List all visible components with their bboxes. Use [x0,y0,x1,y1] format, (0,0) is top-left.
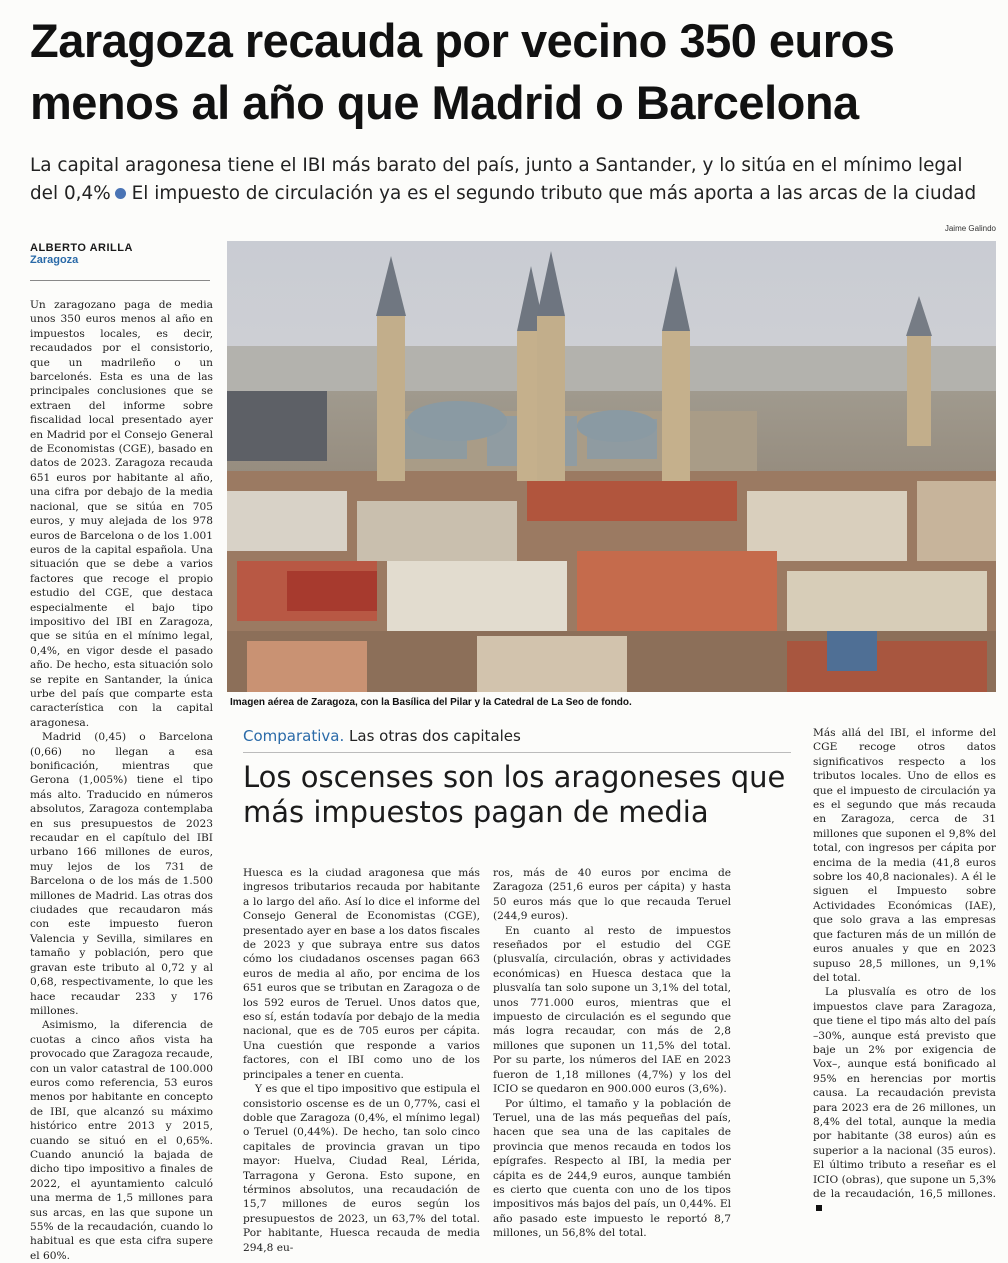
photo-caption: Imagen aérea de Zaragoza, con la Basílica del Pilar y la Catedral de La Seo de fondo. [230,697,632,708]
sidebar-paragraph: ros, más de 40 euros por encima de Zaragoza (251,6 euros per cápita) y hasta 50 euros más que lo que recauda Teruel (244,9 euros). [493,867,731,923]
section-name: Las otras dos capitales [349,727,521,745]
bullet-dot-icon [115,188,126,199]
main-article-column [30,298,213,1263]
article-paragraph [813,985,996,1216]
subhead-part-2: El impuesto de circulación ya es el segundo tributo que más aporta a las arcas de la ciudad [131,183,977,204]
article-paragraph-text: La plusvalía es otro de los impuestos clave para Zaragoza, que tiene el tipo más alto del país –30%, aunque está previsto que baje un 2% por exigencia de Vox–, aunque está bonificado al 95% en herencias por mortis causa. La recaudación prevista para 2023 era de 26 millones, un 8,4% del total, aunque la media por habitante (38 euros) aún es superior a la nacional (35 euros). El último tributo a reseñar es el ICIO (obras), que supone un 5,3% de la recaudación, 16,5 millones. [813,986,996,1200]
article-paragraph: Un zaragozano paga de media unos 350 euros menos al año en impuestos locales, es decir, recaudados por el consistorio, que un madrileño o un barcelonés. Esta es una de las principales conclusiones que se extraen del informe sobre fiscalidad local presentado ayer en Madrid por el Consejo General de Economistas (CGE), basado en datos de 2023. Zaragoza recauda 651 euros por habitante al año, una cifra por debajo de la media nacional, que se sitúa en 705 euros, y muy alejada de los 978 euros de Barcelona o de los 1.001 euros de la capital española. Una situación que se debe a varios factores que recoge el propio estudio del CGE, que destaca especialmente el bajo tipo impositivo del IBI en Zaragoza, que se sitúa en el mínimo legal, 0,4%, en vigor desde el pasado año. De hecho, esta situación solo se repite en Santander, la única urbe del país que comparte esta característica con la capital aragonesa. [30,299,213,729]
sidebar-paragraph: Huesca es la ciudad aragonesa que más ingresos tributarios recauda por habitante a lo largo del año. Así lo dice el informe del Consejo General de Economistas (CGE), presentado ayer en base a los datos fiscales de 2023 y que subraya entre sus datos cómo los ciudadanos oscenses pagan 663 euros de media al año, por encima de los 651 euros que se tributan en Zaragoza o de los 592 euros de Teruel. Unos datos que, eso sí, están todavía por debajo de la media nacional, que es de 705 euros per cápita. Una cuestión que responde a varios factores, con el IBI como uno de los principales a tener en cuenta. [243,867,480,1081]
subheadline [30,152,990,208]
sidebar-column-middle [493,866,731,1241]
aerial-photo [227,241,996,692]
section-label [243,727,521,745]
section-kicker: Comparativa. [243,727,345,745]
byline-author: ALBERTO ARILLA [30,242,133,254]
article-paragraph: Asimismo, la diferencia de cuotas a cinco años vista ha provocado que Zaragoza recaude, con un valor catastral de 100.000 euros como referencia, 53 euros menos por habitante en concepto de IBI, que alcanzó su máximo histórico entre 2013 y 2015, cuando se situó en el 0,65%. Cuando anunció la bajada de dicho tipo impositivo a finales de 2022, el ayuntamiento calculó una merma de 1,5 millones para sus arcas, en las que supone un 55% de la recaudación, cuando lo habitual es que esta cifra supere el 60%. [30,1019,213,1262]
sidebar-paragraph: En cuanto al resto de impuestos reseñados por el estudio del CGE (plusvalía, circulación, obras y actividades económicas) en Huesca destaca que la plusvalía tan solo supone un 3,1% del total, unos 771.000 euros, mientras que el impuesto de circulación es el segundo que más logra recaudar, con más de 2,8 millones que suponen un 11,5% del total. Por su parte, los números del IAE en 2023 fueron de 1,18 millones (4,7%) y los del ICIO se quedaron en 900.000 euros (3,6%). [493,924,731,1096]
byline-location: Zaragoza [30,254,79,266]
sidebar-paragraph: Por último, el tamaño y la población de Teruel, una de las más pequeñas del país, hacen que sea una de las capitales de provincia que menos recauda en todos los epígrafes. Respecto al IBI, la media per cápita es de 244,9 euros, aunque también es cierto que cuenta con uno de los tipos impositivos más bajos del país, un 0,44%. El año pasado este impuesto le reportó 8,7 millones, un 56,8% del total. [493,1097,731,1240]
byline-divider [30,280,210,281]
article-paragraph: Madrid (0,45) o Barcelona (0,66) no llegan a esa bonificación, mientras que Gerona (1,005%) tiene el tipo más alto. Traducido en números absolutos, Zaragoza contemplaba en sus presupuestos de 2023 recaudar en el capítulo del IBI urbano 166 millones de euros, muy lejos de los 731 de Barcelona o de los más de 1.500 millones de Madrid. Las otras dos ciudades que recaudaron más con este impuesto fueron Valencia y Sevilla, similares en tamaño y población, pero que gravan este tributo al 0,72 y al 0,68, respectivamente, lo que les hace recaudar 233 y 176 millones. [30,731,213,1017]
article-paragraph: Más allá del IBI, el informe del CGE recoge otros datos significativos respecto a los tributos locales. Uno de ellos es que el impuesto de circulación ya es el segundo que más recauda en Zaragoza, cerca de 31 millones que suponen el 9,8% del total, con ingresos per cápita por encima de la media (41,8 euros sobre los 40,8 nacionales). A él le siguen el Impuesto sobre Actividades Económicas (IAE), que solo grava a las empresas que facturen más de un millón de euros anuales y que en 2023 supuso 28,5 millones, un 9,1% del total. [813,727,996,984]
end-of-article-mark [816,1205,822,1211]
headline: Zaragoza recauda por vecino 350 euros menos al año que Madrid o Barcelona [30,14,895,129]
right-article-column [813,726,996,1216]
subhead-part-1: La capital aragonesa tiene el IBI más barato del país, junto a Santander, y lo sitúa en el mínimo legal del 0,4% [30,155,963,204]
section-divider [243,752,791,753]
photo-credit: Jaime Galindo [944,224,996,233]
sidebar-headline: Los oscenses son los aragoneses que más impuestos pagan de media [243,760,786,829]
byline [30,242,210,266]
photo-illustration [227,241,996,692]
sidebar-column-left [243,866,480,1255]
sidebar-paragraph: Y es que el tipo impositivo que estipula el consistorio oscense es de un 0,77%, casi el doble que Zaragoza (0,4%, el mínimo legal) o Teruel (0,44%). De hecho, tan solo cinco capitales de provincia gravan un tipo mayor: Huelva, Ciudad Real, Lérida, Tarragona y Gerona. Esto supone, en términos absolutos, una recaudación de 15,7 millones de euros según los presupuestos de 2023, un 63,7% del total. Por habitante, Huesca recauda de media 294,8 eu- [243,1083,480,1254]
